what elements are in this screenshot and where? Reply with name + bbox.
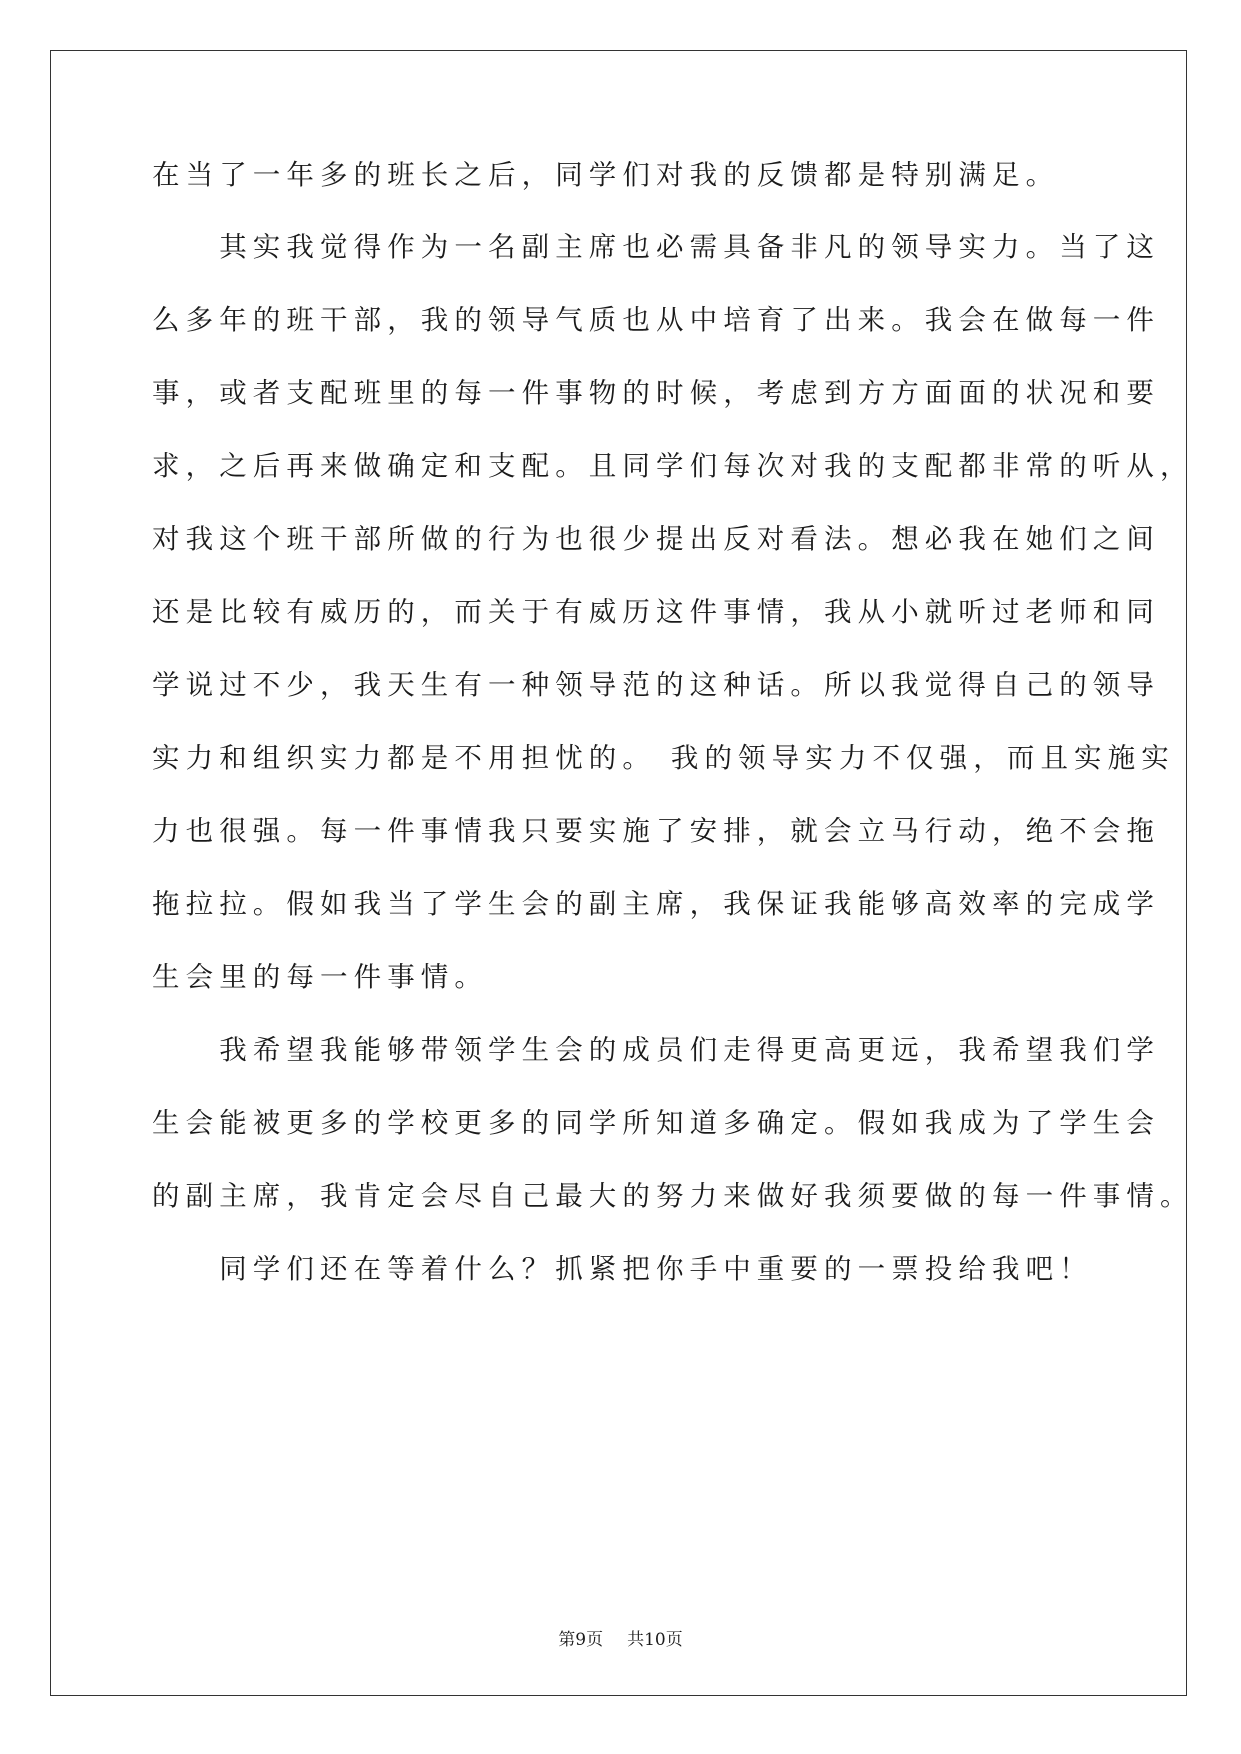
paragraph-start-line: 其实我觉得作为一名副主席也必需具备非凡的领导实力。当了这: [152, 231, 1160, 263]
text-line: 在当了一年多的班长之后，同学们对我的反馈都是特别满足。: [152, 159, 1060, 191]
text-line: 事，或者支配班里的每一件事物的时候，考虑到方方面面的状况和要: [152, 377, 1160, 409]
page-total: 共10页: [627, 1630, 683, 1650]
text-line: 求，之后再来做确定和支配。且同学们每次对我的支配都非常的听从，: [152, 450, 1194, 482]
text-line: 拖拉拉。假如我当了学生会的副主席，我保证我能够高效率的完成学: [152, 888, 1160, 920]
page-number: 第9页: [558, 1630, 604, 1650]
text-line: 生会能被更多的学校更多的同学所知道多确定。假如我成为了学生会: [152, 1107, 1160, 1139]
page-footer: [0, 1628, 1241, 1652]
paragraph-start-line: 我希望我能够带领学生会的成员们走得更高更远，我希望我们学: [152, 1034, 1160, 1066]
page-border: [50, 50, 1187, 1696]
text-line: 还是比较有威历的，而关于有威历这件事情，我从小就听过老师和同: [152, 596, 1160, 628]
text-line: 学说过不少，我天生有一种领导范的这种话。所以我觉得自己的领导: [152, 669, 1160, 701]
text-line: 力也很强。每一件事情我只要实施了安排，就会立马行动，绝不会拖: [152, 815, 1160, 847]
paragraph-start-line: 同学们还在等着什么？抓紧把你手中重要的一票投给我吧！: [152, 1253, 1093, 1285]
text-line: 对我这个班干部所做的行为也很少提出反对看法。想必我在她们之间: [152, 523, 1160, 555]
text-line: 生会里的每一件事情。: [152, 961, 488, 993]
text-line: 实力和组织实力都是不用担忧的。 我的领导实力不仅强，而且实施实: [152, 742, 1175, 774]
text-line: 的副主席，我肯定会尽自己最大的努力来做好我须要做的每一件事情。: [152, 1180, 1194, 1212]
text-line: 么多年的班干部，我的领导气质也从中培育了出来。我会在做每一件: [152, 304, 1160, 336]
